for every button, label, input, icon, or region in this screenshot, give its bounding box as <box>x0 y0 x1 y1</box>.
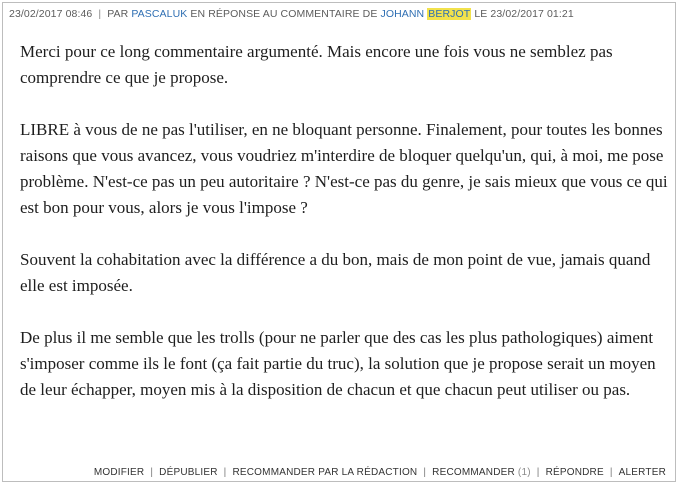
comment-actions <box>94 467 666 478</box>
reply-author-last-link[interactable]: BERJOT <box>428 8 471 20</box>
repondre-link[interactable]: RÉPONDRE <box>545 467 604 478</box>
by-label: PAR <box>107 8 129 20</box>
author-link[interactable]: PASCALUK <box>131 8 188 20</box>
recommander-link[interactable]: RECOMMANDER <box>432 467 515 478</box>
modifier-link[interactable]: MODIFIER <box>93 467 145 478</box>
action-separator: | <box>223 467 227 478</box>
comment-card <box>2 2 676 482</box>
paragraph-1: Merci pour ce long commentaire argumenté. Mais encore une fois vous ne semblez pas comprendre ce que je propose. <box>20 42 613 87</box>
alerter-link[interactable]: ALERTER <box>618 467 666 478</box>
recommander-redaction-link[interactable]: RECOMMANDER PAR LA RÉDACTION <box>232 467 418 478</box>
reply-label: EN RÉPONSE <box>190 8 261 20</box>
meta-separator: | <box>98 8 102 20</box>
paragraph-2: LIBRE à vous de ne pas l'utiliser, en ne bloquant personne. Finalement, pour toutes les bonnes raisons que vous avancez, vous voudriez m'interdire de bloquer quelqu'un, qui, à moi, me pose problème. N'est-ce pas un peu autoritaire ? N'est-ce pas du genre, je sais mieux que vous ce qui est bon pour vous, alors je vous l'impose ? <box>20 120 668 217</box>
recommander-count: (1) <box>517 467 531 478</box>
action-separator: | <box>536 467 540 478</box>
action-separator: | <box>609 467 613 478</box>
depublier-link[interactable]: DÉPUBLIER <box>159 467 218 478</box>
comment-label[interactable]: AU COMMENTAIRE <box>262 8 360 20</box>
comment-date: 23/02/2017 08:46 <box>9 8 93 20</box>
reply-date: 23/02/2017 01:21 <box>490 8 574 20</box>
comment-body <box>20 39 670 403</box>
reply-author-first-link[interactable]: JOHANN <box>380 8 425 20</box>
action-separator: | <box>423 467 427 478</box>
paragraph-3: Souvent la cohabitation avec la différence a du bon, mais de mon point de vue, jamais quand elle est imposée. <box>20 250 651 295</box>
de-label: DE <box>362 8 378 20</box>
action-separator: | <box>150 467 154 478</box>
paragraph-4: De plus il me semble que les trolls (pour ne parler que des cas les plus pathologiques) aiment s'imposer comme ils le font (ça fait partie du truc), la solution que je propose serait un moyen de leur échapper, moyen mis à la disposition de chacun et que chacun peut utiliser ou pas. <box>20 328 656 399</box>
comment-meta <box>9 8 574 20</box>
le-label: LE <box>474 8 488 20</box>
